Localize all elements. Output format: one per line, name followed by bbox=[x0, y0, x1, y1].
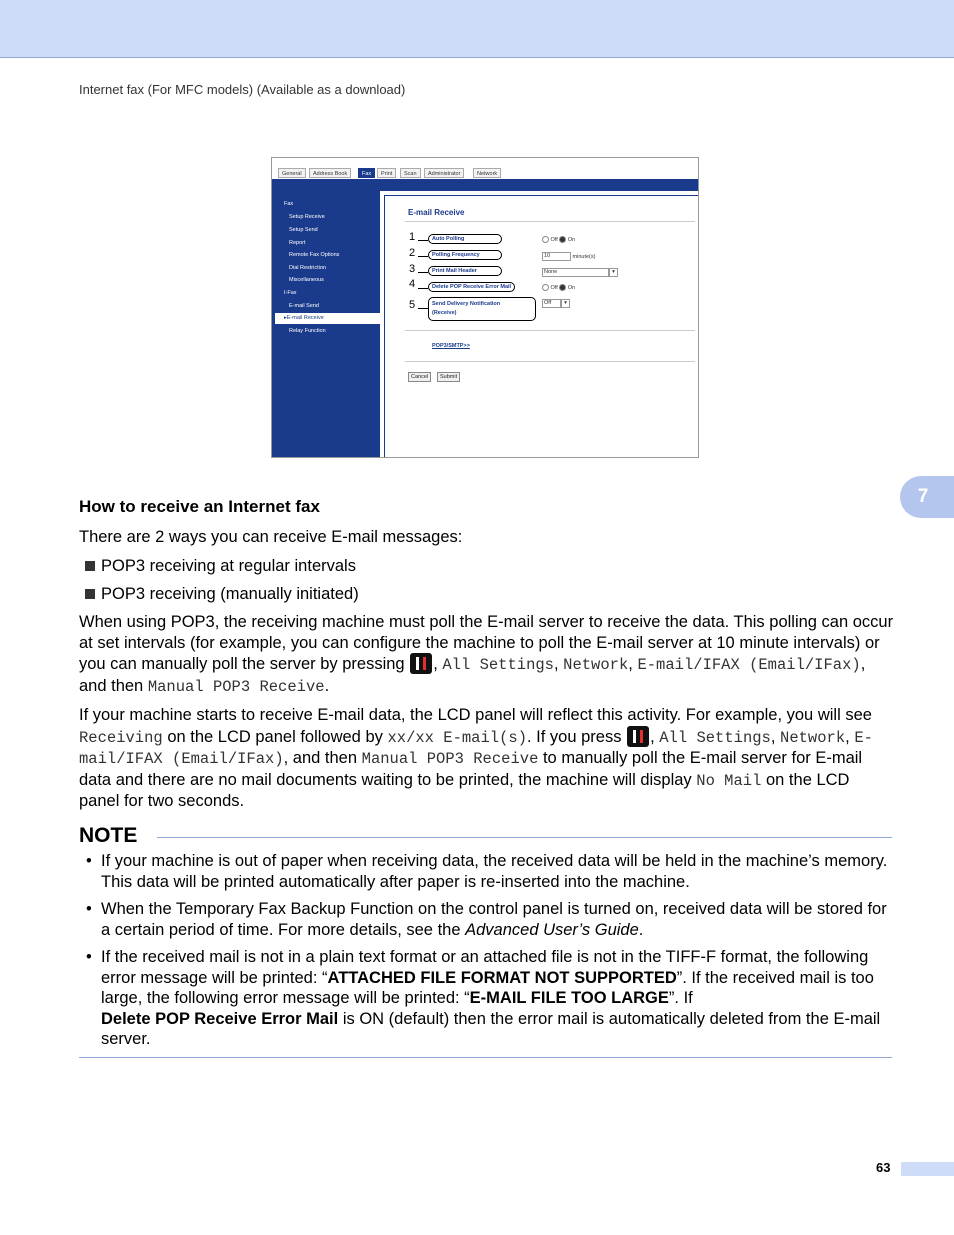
settings-panel bbox=[384, 195, 699, 458]
sidebar-item-setup-send: Setup Send bbox=[289, 227, 318, 233]
divider bbox=[405, 221, 695, 222]
note-text: If your machine is out of paper when receiving data, the received data will be held in the machine’s memory. This data will be printed automatically after paper is re-inserted into the machine. bbox=[101, 852, 888, 891]
polling-frequency-control bbox=[542, 252, 595, 261]
section-heading: How to receive an Internet fax bbox=[79, 497, 320, 516]
sidebar-item-miscellaneous: Miscellaneous bbox=[289, 277, 324, 283]
callout-5: 5 bbox=[409, 299, 416, 311]
delete-pop-error-mail-radios bbox=[542, 284, 575, 291]
sidebar-item-email-receive-label: E-mail Receive bbox=[286, 315, 324, 321]
text: to manually poll the E-mail server for E-mail data and there are no mail documents waiting to be printed, the machine will display bbox=[79, 749, 863, 789]
note-title: NOTE bbox=[79, 824, 138, 847]
text: . If you press bbox=[527, 727, 622, 746]
page-bar bbox=[901, 1162, 954, 1176]
square-bullet-icon bbox=[85, 589, 95, 599]
sidebar-item-setup-receive: Setup Receive bbox=[289, 214, 325, 220]
radio-on-label: On bbox=[567, 236, 576, 243]
callout-2: 2 bbox=[409, 247, 416, 259]
text: is ON (default) then the error mail is automatically deleted from the E-mail server. bbox=[101, 1009, 881, 1048]
lcd-text: xx/xx E-mail(s) bbox=[387, 728, 527, 747]
chevron-down-icon: ▾ bbox=[561, 299, 570, 308]
send-delivery-notification-select: Off bbox=[542, 299, 561, 308]
text: If the received mail is not in a plain text format or an attached file is not in the TIFF-F format, the following error message will be printed: “ bbox=[101, 948, 869, 987]
text: , and then bbox=[79, 655, 866, 695]
guide-title: Advanced User’s Guide bbox=[465, 920, 639, 939]
send-delivery-notification-control bbox=[542, 299, 570, 308]
note-text bbox=[101, 947, 891, 1050]
print-mail-header-label: Print Mail Header bbox=[428, 266, 502, 276]
bullet-dot: • bbox=[86, 852, 92, 870]
submit-button: Submit bbox=[437, 372, 460, 382]
tab-administrator: Administrator bbox=[424, 168, 464, 178]
auto-polling-label: Auto Polling bbox=[428, 234, 502, 244]
print-mail-header-select: None bbox=[542, 268, 609, 277]
note-text: When the Temporary Fax Backup Function on the control panel is turned on, received data will be stored for a certain period of time. For more details, see the Advanced User’s Guide. bbox=[101, 900, 887, 939]
list-item-text: POP3 receiving at regular intervals bbox=[101, 557, 356, 575]
tab-general: General bbox=[278, 168, 306, 178]
sidebar-item-ifax: I-Fax bbox=[284, 290, 297, 296]
radio-off bbox=[542, 236, 549, 243]
send-delivery-notification-label bbox=[428, 297, 536, 321]
tab-bar bbox=[272, 158, 698, 180]
settings-menu-icon bbox=[627, 726, 649, 747]
lcd-text: Network bbox=[780, 728, 846, 747]
lcd-text: Network bbox=[563, 656, 629, 674]
callout-4: 4 bbox=[409, 278, 416, 290]
radio-off-label: Off bbox=[550, 284, 558, 291]
radio-off bbox=[542, 284, 549, 291]
setting-name: Delete POP Receive Error Mail bbox=[101, 1009, 339, 1028]
print-mail-header-control bbox=[542, 268, 618, 277]
label-line-1: Send Delivery Notification bbox=[432, 301, 501, 307]
paragraph-1: When using POP3, the receiving machine must poll the E-mail server to receive the data. This polling can occur at set intervals (for example, you can configure the machine to poll the E-mail server at 10 minute intervals) or you can manually poll the server by pressing , All Settings, Network, E-mail/IFAX (Email/IFax), and then Manual POP3 Receive. bbox=[79, 613, 894, 696]
divider bbox=[405, 361, 695, 362]
running-title: Internet fax (For MFC models) (Available as a download) bbox=[79, 82, 406, 97]
text: When using POP3, the receiving machine must poll the E-mail server to receive the data. This polling can occur at set intervals (for example, you can configure the machine to poll the E-mail server at 10 minute intervals) or you can manually poll the server by pressing bbox=[79, 613, 894, 673]
list-item-text: POP3 receiving (manually initiated) bbox=[101, 585, 359, 603]
radio-off-label: Off bbox=[550, 236, 558, 243]
web-settings-screenshot bbox=[271, 157, 699, 458]
divider bbox=[405, 330, 695, 331]
intro-text: There are 2 ways you can receive E-mail messages: bbox=[79, 528, 463, 546]
sidebar-item-email-send: E-mail Send bbox=[289, 303, 319, 309]
lcd-text: Receiving bbox=[79, 728, 163, 747]
lcd-text: Manual POP3 Receive bbox=[361, 750, 539, 768]
bullet-dot: • bbox=[86, 948, 92, 966]
tab-print: Print bbox=[377, 168, 396, 178]
auto-polling-radios bbox=[542, 236, 575, 243]
error-message: ATTACHED FILE FORMAT NOT SUPPORTED bbox=[327, 968, 677, 987]
list-item bbox=[85, 556, 356, 576]
tab-address-book: Address Book bbox=[309, 168, 351, 178]
square-bullet-icon bbox=[85, 561, 95, 571]
note-rule bbox=[157, 837, 892, 838]
text: ”. If the received mail is too large, the following error message will be printed: “ bbox=[101, 968, 874, 1007]
label-line-2: (Receive) bbox=[432, 310, 457, 316]
panel-title: E-mail Receive bbox=[408, 208, 465, 217]
text: If your machine starts to receive E-mail data, the LCD panel will reflect this activity. For example, you will see bbox=[79, 706, 872, 724]
bullet-dot: • bbox=[86, 900, 92, 918]
tab-network: Network bbox=[473, 168, 501, 178]
text: on the LCD panel followed by bbox=[167, 727, 383, 746]
chapter-tab: 7 bbox=[900, 476, 954, 518]
sidebar-item-dial-restriction: Dial Restriction bbox=[289, 265, 326, 271]
settings-menu-icon bbox=[410, 653, 432, 674]
sidebar-item-email-receive: ▸E-mail Receive bbox=[275, 313, 380, 324]
note-bottom-rule bbox=[79, 1057, 892, 1058]
pop3-smtp-link: POP3/SMTP>> bbox=[432, 343, 470, 349]
chevron-down-icon: ▾ bbox=[609, 268, 618, 277]
lcd-text: E-mail/IFAX (Email/IFax) bbox=[637, 656, 861, 674]
lcd-text: Manual POP3 Receive bbox=[147, 677, 325, 696]
header-band bbox=[0, 0, 954, 58]
callout-1: 1 bbox=[409, 231, 416, 243]
list-item bbox=[85, 584, 359, 604]
text: When the Temporary Fax Backup Function on the control panel is turned on, received data will be stored for a certain period of time. For more details, see the bbox=[101, 900, 887, 939]
sidebar bbox=[272, 191, 380, 458]
tab-fax: Fax bbox=[358, 168, 375, 178]
paragraph-2: If your machine starts to receive E-mail data, the LCD panel will reflect this activity. For example, you will see Receiving on the LCD panel followed by xx/xx E-mail(s). If you press , All Settings, Network, E-mail/IFAX (Email/IFax), and then Manual POP3 Receive to manually poll the E-mail server for E-mail data and there are no mail documents waiting to be printed, the machine will display No Mail on the LCD panel for two seconds. bbox=[79, 706, 873, 810]
page-number: 63 bbox=[876, 1160, 891, 1175]
callout-3: 3 bbox=[409, 263, 416, 275]
callout-line bbox=[418, 308, 428, 309]
delete-pop-error-mail-label: Delete POP Receive Error Mail bbox=[428, 282, 515, 292]
polling-frequency-label: Polling Frequency bbox=[428, 250, 502, 260]
sidebar-item-fax: Fax bbox=[284, 201, 294, 207]
lcd-text: E-mail/IFAX (Email/IFax) bbox=[79, 728, 873, 768]
tab-scan: Scan bbox=[400, 168, 421, 178]
callout-line bbox=[418, 272, 428, 273]
text: ”. If bbox=[668, 989, 693, 1007]
sidebar-item-remote-fax-options: Remote Fax Options bbox=[289, 252, 340, 258]
lcd-text: All Settings bbox=[442, 656, 554, 674]
sidebar-item-report: Report bbox=[289, 240, 306, 246]
polling-frequency-input: 10 bbox=[542, 252, 571, 261]
radio-on-label: On bbox=[567, 284, 576, 291]
lcd-text: All Settings bbox=[659, 728, 771, 747]
callout-line bbox=[418, 288, 428, 289]
radio-on bbox=[559, 284, 566, 291]
polling-frequency-unit: minute(s) bbox=[572, 253, 596, 260]
cancel-button: Cancel bbox=[408, 372, 431, 382]
lcd-text: No Mail bbox=[696, 771, 762, 790]
blue-bar bbox=[272, 179, 698, 191]
radio-on bbox=[559, 236, 566, 243]
error-message: E-MAIL FILE TOO LARGE bbox=[469, 989, 669, 1007]
text: , and then bbox=[283, 749, 358, 767]
callout-line bbox=[418, 256, 428, 257]
text: on the LCD panel for two seconds. bbox=[79, 770, 850, 810]
sidebar-item-relay-function: Relay Function bbox=[289, 328, 326, 334]
callout-line bbox=[418, 240, 428, 241]
